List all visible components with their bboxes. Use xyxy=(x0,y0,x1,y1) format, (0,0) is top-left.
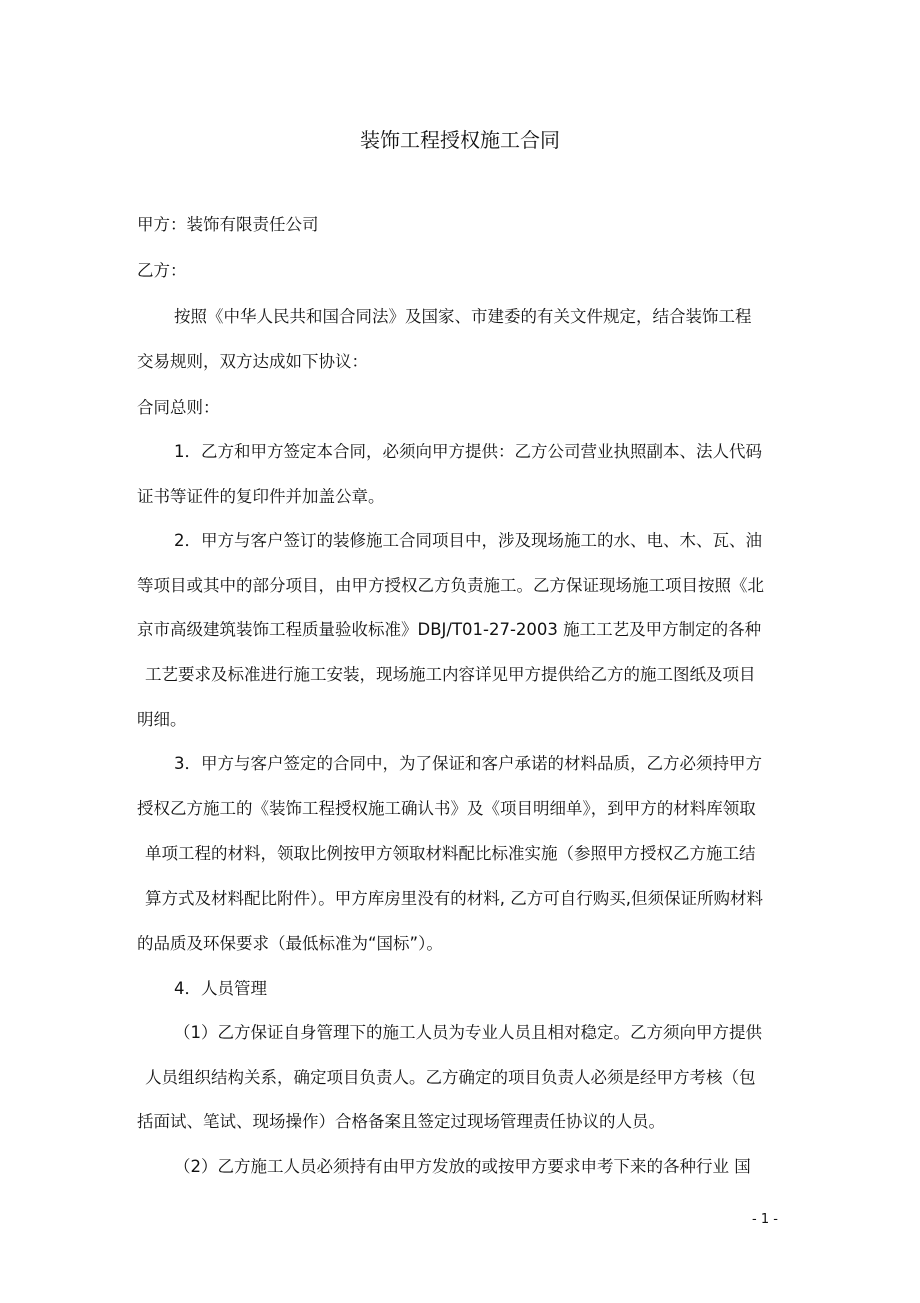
clause2-line-5: 明细。 xyxy=(137,710,187,729)
clause4-1-line-1: （1）乙方保证自身管理下的施工人员为专业人员且相对稳定。乙方须向甲方提供 xyxy=(174,1023,762,1042)
section-heading: 合同总则： xyxy=(137,398,220,417)
clause4-heading: 4．人员管理 xyxy=(174,979,267,998)
party-a-line: 甲方：装饰有限责任公司 xyxy=(137,215,319,234)
clause4-2-line-1: （2）乙方施工人员必须持有由甲方发放的或按甲方要求申考下来的各种行业 国 xyxy=(174,1157,751,1176)
clause2-line-3: 京市高级建筑装饰工程质量验收标准》DBJ/T01-27-2003 施工工艺及甲方制定的各种 xyxy=(137,620,762,639)
clause1-line-2: 证书等证件的复印件并加盖公章。 xyxy=(137,487,385,506)
clause3-line-1: 3．甲方与客户签定的合同中，为了保证和客户承诺的材料品质，乙方必须持甲方 xyxy=(174,754,762,773)
clause1-line-1: 1．乙方和甲方签定本合同，必须向甲方提供：乙方公司营业执照副本、法人代码 xyxy=(174,442,762,461)
clause4-1-line-2: 人员组织结构关系，确定项目负责人。乙方确定的项目负责人必须是经甲方考核（包 xyxy=(145,1068,756,1087)
clause3-line-4: 算方式及材料配比附件）。甲方库房里没有的材料, 乙方可自行购买,但须保证所购材料 xyxy=(145,889,763,908)
intro-line-2: 交易规则，双方达成如下协议： xyxy=(137,352,368,371)
clause2-line-4: 工艺要求及标准进行施工安装，现场施工内容详见甲方提供给乙方的施工图纸及项目 xyxy=(145,665,756,684)
clause3-line-3: 单项工程的材料，领取比例按甲方领取材料配比标准实施（参照甲方授权乙方施工结 xyxy=(145,844,756,863)
clause2-line-1: 2．甲方与客户签订的装修施工合同项目中，涉及现场施工的水、电、木、瓦、油 xyxy=(174,531,762,550)
clause2-line-2: 等项目或其中的部分项目，由甲方授权乙方负责施工。乙方保证现场施工项目按照《北 xyxy=(137,576,764,595)
page-number: - 1 - xyxy=(752,1212,778,1227)
clause3-line-2: 授权乙方施工的《装饰工程授权施工确认书》及《项目明细单》，到甲方的材料库领取 xyxy=(137,799,756,818)
clause3-line-5: 的品质及环保要求（最低标准为“国标”）。 xyxy=(137,934,443,953)
party-b-line: 乙方： xyxy=(137,261,187,280)
document-title: 装饰工程授权施工合同 xyxy=(360,128,560,152)
intro-line-1: 按照《中华人民共和国合同法》及国家、市建委的有关文件规定，结合装饰工程 xyxy=(174,307,752,326)
clause4-1-line-3: 括面试、笔试、现场操作）合格备案且签定过现场管理责任协议的人员。 xyxy=(137,1112,665,1131)
